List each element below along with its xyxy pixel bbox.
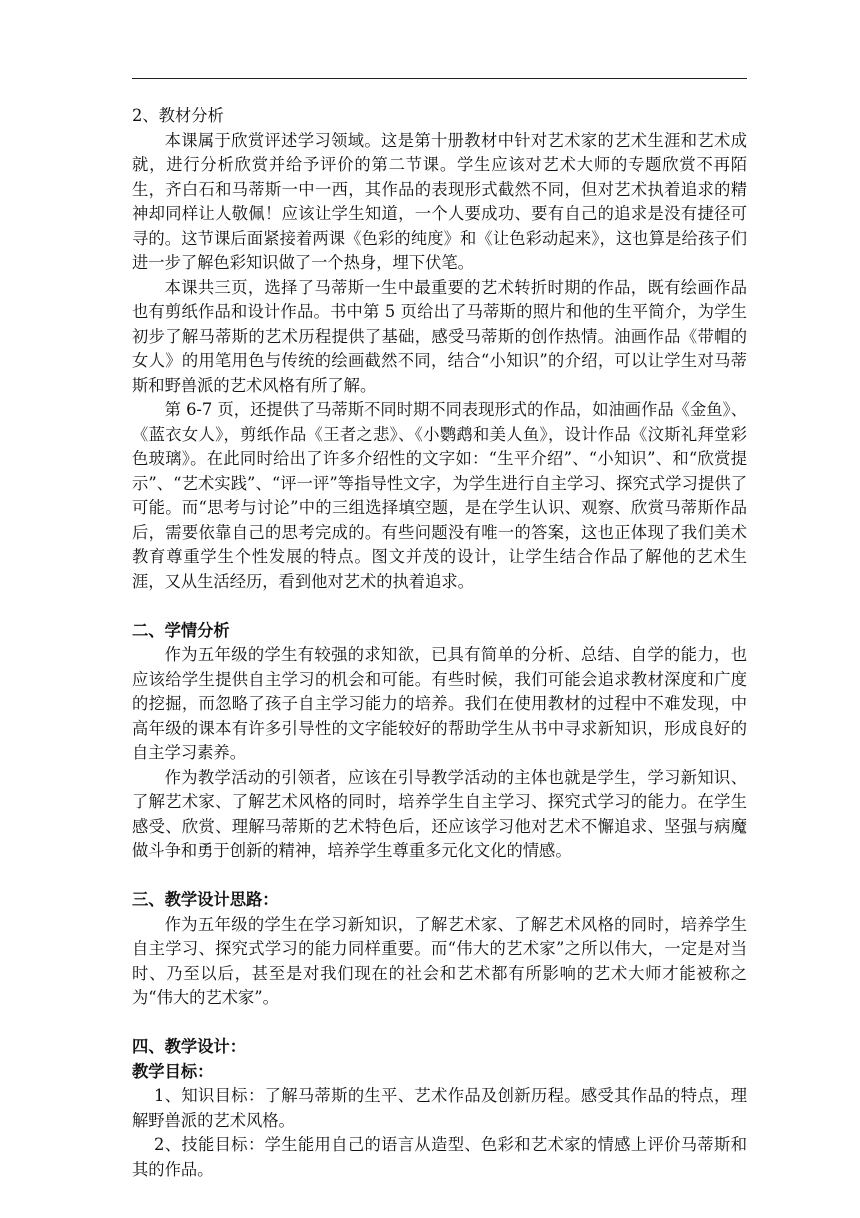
paragraph: 第 6-7 页，还提供了马蒂斯不同时期不同表现形式的作品，如油画作品《金鱼》、《蓝衣女人》，剪纸作品《王者之悲》、《小鹦鹉和美人鱼》，设计作品《汶斯礼拜堂彩色玻璃》。在此同时给出了许多介绍性的文字如：“生平介绍”、“小知识”、和“欣赏提示”、“艺术实践”、“评一评”等指导性文字，为学生进行自主学习、探究式学习提供了可能。而“思考与讨论”中的三组选择填空题，是在学生认识、观察、欣赏马蒂斯作品后，需要依靠自己的思考完成的。有些问题没有唯一的答案，这也正体现了我们美术教育尊重学生个性发展的特点。图文并茂的设计，让学生结合作品了解他的艺术生涯，又从生活经历，看到他对艺术的执着追求。: [132, 400, 747, 591]
section-heading-textbook-analysis: 2、教材分析: [132, 106, 224, 125]
subheading-teaching-goals: 教学目标：: [132, 1061, 214, 1081]
paragraph: 本课属于欣赏评述学习领域。这是第十册教材中针对艺术家的艺术生涯和艺术成就，进行分析欣赏并给予评价的第二节课。学生应该对艺术大师的专题欣赏不再陌生，齐白石和马蒂斯一中一西，其作品的表现形式截然不同，但对艺术执着追求的精神却同样让人敬佩！应该让学生知道，一个人要成功、要有自己的追求是没有捷径可寻的。这节课后面紧接着两课《色彩的纯度》和《让色彩动起来》，这也算是给孩子们进一步了解色彩知识做了一个热身，埋下伏笔。: [132, 130, 747, 272]
section-heading-teaching-design: 四、教学设计：: [132, 1037, 246, 1056]
section-heading-design-idea: 三、教学设计思路：: [132, 890, 279, 909]
document-body: [132, 104, 747, 1182]
paragraph: 本课共三页，选择了马蒂斯一生中最重要的艺术转折时期的作品，既有绘画作品也有剪纸作品和设计作品。书中第 5 页给出了马蒂斯的照片和他的生平简介，为学生初步了解马蒂斯的艺术历程提供了基础，感受马蒂斯的创作热情。油画作品《带帽的女人》的用笔用色与传统的绘画截然不同，结合“小知识”的介绍，可以让学生对马蒂斯和野兽派的艺术风格有所了解。: [132, 277, 747, 395]
paragraph: 作为五年级的学生在学习新知识，了解艺术家、了解艺术风格的同时，培养学生自主学习、探究式学习的能力同样重要。而“伟大的艺术家”之所以伟大，一定是对当时、乃至以后，甚至是对我们现在的社会和艺术都有所影响的艺术大师才能被称之为“伟大的艺术家”。: [132, 914, 747, 1007]
goal-item: 1、知识目标：了解马蒂斯的生平、艺术作品及创新历程。感受其作品的特点，理解野兽派的艺术风格。: [132, 1086, 747, 1130]
header-rule: [132, 78, 747, 79]
paragraph: 作为教学活动的引领者，应该在引导教学活动的主体也就是学生，学习新知识、了解艺术家、了解艺术风格的同时，培养学生自主学习、探究式学习的能力。在学生感受、欣赏、理解马蒂斯的艺术特色后，还应该学习他对艺术不懈追求、坚强与病魔做斗争和勇于创新的精神，培养学生尊重多元化文化的情感。: [132, 767, 747, 860]
section-heading-learner-analysis: 二、学情分析: [132, 620, 230, 640]
paragraph: 作为五年级的学生有较强的求知欲，已具有简单的分析、总结、自学的能力，也应该给学生提供自主学习的机会和可能。有些时候，我们可能会追求教材深度和广度的挖掘，而忽略了孩子自主学习能力的培养。我们在使用教材的过程中不难发现，中高年级的课本有许多引导性的文字能较好的帮助学生从书中寻求新知识，形成良好的自主学习素养。: [132, 645, 747, 762]
goal-item: 2、技能目标：学生能用自己的语言从造型、色彩和艺术家的情感上评价马蒂斯和其的作品。: [132, 1135, 747, 1179]
